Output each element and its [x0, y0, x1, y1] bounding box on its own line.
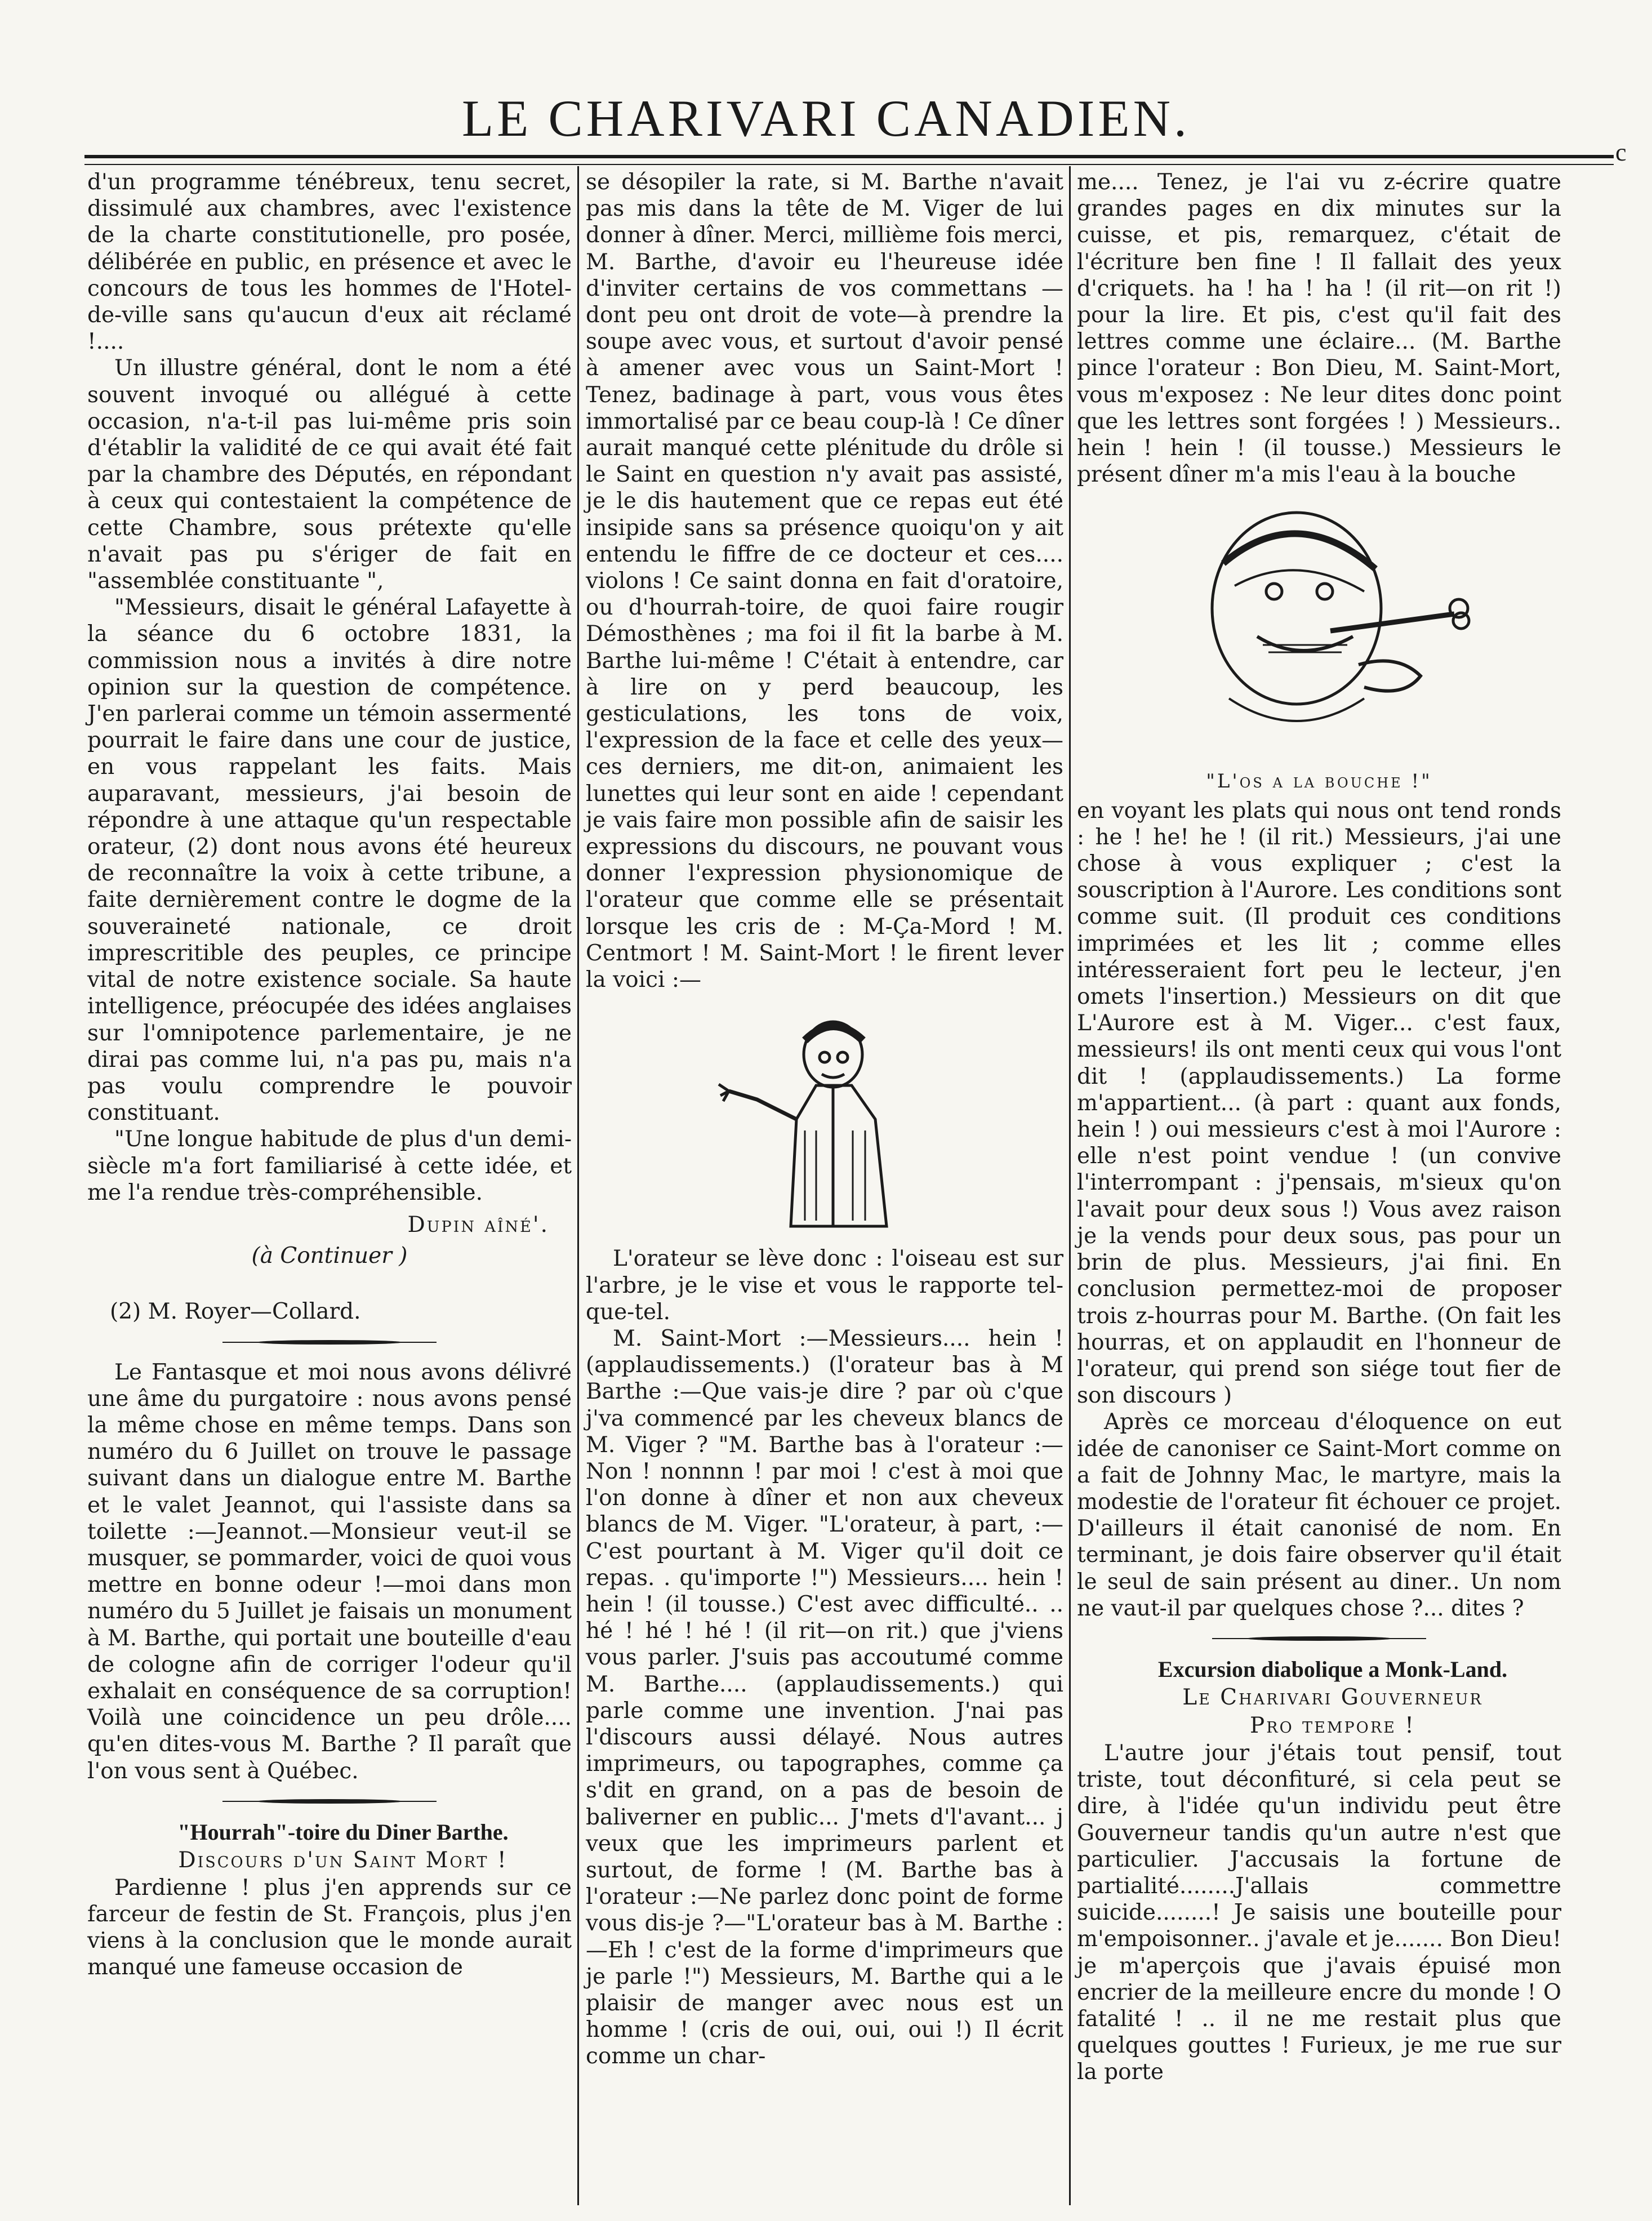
- col1-paragraph-5: Le Fantasque et moi nous avons délivré une âme du purgatoire : nous avons pensé la même chose en même temps. Dans son numéro du 6 Juillet on trouve le passage suivant dans un dialogue entre M. Barthe et le valet Jeannot, qui l'assiste dans sa toilette :—Jeannot.—Monsieur veut-il se musquer, se pommarder, voici de quoi vous mettre en bonne odeur !—moi dans mon numéro du 5 Juillet je faisais un monument à M. Barthe, qui portait une bouteille d'eau de cologne afin de corriger l'odeur qu'il exhalait en conséquence de sa corruption! Voilà une coincidence un peu drôle.... qu'en dites-vous M. Barthe ? Il paraît que l'on vous sent à Québec.: [87, 1359, 572, 1784]
- col1-paragraph-2: Un illustre général, dont le nom a été souvent invoqué ou allégué à cette occasion, n'a-t-il pas lui-même pris soin d'établir la validité de ce qui avait été fait par la chambre des Députés, en répondant à ceux qui contestaient la compétence de cette Chambre, sous prétexte qu'elle n'avait pas pu s'ériger de fait en "assemblée constituante ",: [87, 355, 572, 594]
- column-2: [586, 169, 1063, 2208]
- article-subheading-1: Le Charivari Gouverneur: [1182, 1684, 1483, 1710]
- signature: Dupin aîné'.: [407, 1212, 549, 1238]
- col2-paragraph-3: M. Saint-Mort :—Messieurs.... hein ! (applaudissements.) (l'orateur bas à M Barthe :—Que vais-je dire ? par où c'que j'va commencé par les cheveux blancs de M. Viger ? "M. Barthe bas à l'orateur :—Non ! nonnnn ! par moi ! c'est à moi que l'on donne à dîner et non aux cheveux blancs de M. Viger. "L'orateur, à part, :—C'est pourtant à M. Viger qu'il doit ce repas. . qu'importe !") Messieurs.... hein ! hein ! (il tousse.) C'est avec difficulté.. .. hé ! hé ! hé ! (il rit—on rit.) que j'viens vous parler. J'suis pas accoutumé comme M. Barthe.... (applaudissements.) qui parle comme une invention. J'nai pas l'discours aussi délayé. Nous autres imprimeurs, ou tapographes, comme ça s'dit en grand, on a pas de besoin de baliverner en public... J'mets d'l'avant... j veux que les imprimeurs parlent et surtout, de forme ! (M. Barthe bas à l'orateur :—Ne parlez donc point de forme vous dis-je ?—"L'orateur bas à M. Barthe :—Eh ! c'est de la forme d'imprimeurs que je parle !") Messieurs, M. Barthe qui a le plaisir de manger avec nous est un homme ! (cris de oui, oui, oui !) Il écrit comme un char-: [586, 1325, 1063, 2069]
- footnote: (2) M. Royer—Collard.: [110, 1299, 361, 1325]
- section-separator: [87, 1330, 572, 1355]
- column-divider-1: [577, 166, 579, 2205]
- col1-paragraph-4: "Une longue habitude de plus d'un demi-siècle m'a fort familiarisé à cette idée, et me l'a rendue très-compréhensible.: [87, 1127, 572, 1205]
- illustration-caption: "L'os a la bouche !": [1206, 770, 1432, 793]
- column-divider-2: [1069, 166, 1071, 2205]
- bone-mouth-illustration: [1161, 496, 1477, 760]
- col2-paragraph-1: se désopiler la rate, si M. Barthe n'avait pas mis dans la tête de M. Viger de lui donner à dîner. Merci, millième fois merci, M. Barthe, d'avoir eu l'heureuse idée d'inviter certains de vos commettans —dont peu ont droit de vote—à prendre la soupe avec vous, et surtout d'avoir pensé à amener avec vous un Saint-Mort ! Tenez, badinage à part, vous vous êtes immortalisé par ce beau coup-là ! Ce dîner aurait manqué cette plénitude du drôle si le Saint en question n'y avait pas assisté, je le dis hautement que ce repas eut été insipide sans sa présence quoiqu'on y ait entendu le fiffre de ce docteur et ces.... violons ! Ce saint donna en fait d'oratoire, ou d'hourrah-toire, de quoi faire rougir Démosthènes ; ma foi il fit la barbe à M. Barthe lui-même ! C'était à entendre, car à lire on y perd beaucoup, les gesticulations, les tons de voix, l'expression de la face et celle des yeux—ces derniers, me dit-on, animaient les lunettes qui leur sont en aide ! cependant je vais faire mon possible afin de saisir les expressions du discours, ne pouvant vous donner l'expression physionomique de l'orateur que comme elle se présentait lorsque les cris de : M-Ça-Mord ! M. Centmort ! M. Saint-Mort ! le firent lever la voici :—: [586, 170, 1063, 993]
- article-subheading: Discours d'un Saint Mort !: [178, 1847, 508, 1873]
- col2-paragraph-2: L'orateur se lève donc : l'oiseau est sur l'arbre, je le vise et vous le rapporte tel-que-tel.: [586, 1246, 1063, 1325]
- section-separator: [1077, 1626, 1561, 1651]
- col3-paragraph-3: Après ce morceau d'éloquence on eut idée de canoniser ce Saint-Mort comme on a fait de Johnny Mac, le martyre, mais la modestie de l'orateur fit échouer ce projet. D'ailleurs il était canonisé de nom. En terminant, je dois faire observer qu'il était le seul de sain présent au diner.. Un nom ne vaut-il par quelques chose ?... dites ?: [1077, 1409, 1561, 1621]
- col3-paragraph-2: en voyant les plats qui nous ont tend ronds : he ! he! he ! (il rit.) Messieurs, j'ai une chose à vous expliquer ; c'est la souscription à l'Aurore. Les conditions sont comme suit. (Il produit ces conditions imprimées et les lit ; comme elles intéresseraient fort peu le lecteur, j'en omets l'insertion.) Messieurs on dit que L'Aurore est à M. Viger... c'est faux, messieurs! ils ont menti ceux qui vous l'ont dit ! (applaudissements.) La forme m'appartient... (à part : quant aux fonds, hein ! ) oui messieurs c'est à moi l'Aurore : elle n'est point vendue ! (un convive l'interrompant : j'pensais, m'sieux qu'on l'avait pour deux sous !) Vous avez raison je la vends pour deux sous, pas pour un brin de plus. Messieurs, j'ai fini. En conclusion permettez-moi de proposer trois z-hourras pour M. Barthe. (On fait les hourras, et on applaudit en l'honneur de l'orateur, qui prend son siége tout fier de son discours ): [1077, 798, 1561, 1409]
- masthead-title: LE CHARIVARI CANADIEN.: [461, 90, 1191, 147]
- section-separator: [87, 1789, 572, 1814]
- masthead-rule-thin: [84, 164, 1614, 165]
- article-heading-hourrah: "Hourrah"-toire du Diner Barthe.: [177, 1819, 509, 1845]
- col3-paragraph-1: me.... Tenez, je l'ai vu z-écrire quatre grandes pages en dix minutes sur la cuisse, et pis, remarquez, c'était de l'écriture ben fine ! Il fallait des yeux d'criquets. ha ! ha ! ha ! (il rit—on rit !) pour la lire. Et pis, c'est qu'il fait des lettres comme une éclaire... (M. Barthe pince l'orateur : Bon Dieu, M. Saint-Mort, vous m'exposez : Ne leur dites donc point que les lettres sont forgées ! ) Messieurs.. hein ! hein ! (il tousse.) Messieurs le présent dîner m'a mis l'eau à la bouche: [1077, 170, 1561, 488]
- article-heading-excursion: Excursion diabolique a Monk-Land.: [1157, 1656, 1508, 1682]
- page-letter: c: [1615, 139, 1627, 166]
- column-1: [87, 169, 572, 2208]
- masthead-rule: [84, 155, 1614, 158]
- col1-paragraph-1: d'un programme ténébreux, tenu secret, dissimulé aux chambres, avec l'existence de la charte constitutionelle, pro posée, délibérée en public, en présence et avec le concours de tous les hommes de l'Hotel-de-ville sans qu'aucun d'eux ait réclamé !....: [87, 170, 572, 355]
- col1-paragraph-6: Pardienne ! plus j'en apprends sur ce farceur de festin de St. François, plus j'en viens à la conclusion que le monde aurait manqué une fameuse occasion de: [87, 1875, 572, 1980]
- column-3: [1077, 169, 1561, 2208]
- orator-illustration: [706, 1001, 943, 1238]
- col1-paragraph-3: "Messieurs, disait le général Lafayette à la séance du 6 octobre 1831, la commission nous a invités à dire notre opinion sur la question de compétence. J'en parlerai comme un témoin assermenté pourrait le faire dans une cour de justice, en vous rappelant les faits. Mais auparavant, messieurs, j'ai besoin de répondre à une attaque qu'un respectable orateur, (2) dont nous avons été heureux de reconnaître la voix à cette tribune, a faite dernièrement contre le dogme de la souveraineté nationale, ce droit imprescritible des peuples, ce principe vital de notre existence sociale. Sa haute intelligence, préocupée des idées anglaises sur l'omnipotence parlementaire, je ne dirai pas comme lui, n'a pas pu, mais n'a pas voulu comprendre le pouvoir constituant.: [87, 595, 572, 1126]
- article-subheading-2: Pro tempore !: [1250, 1712, 1415, 1738]
- col3-paragraph-4: L'autre jour j'étais tout pensif, tout triste, tout déconfituré, si cela peut se dire, à l'idée qu'un individu peut être Gouverneur tandis qu'un autre n'est que particulier. J'accusais la fortune de partialité........J'allais commettre suicide........! Je saisis une bouteille pour m'empoisonner.. j'avale et je....... Bon Dieu! je m'aperçois que j'avais épuisé mon encrier de la meilleure encre du monde ! O fatalité ! .. il ne me restait plus que quelques gouttes ! Furieux, je me rue sur la porte: [1077, 1740, 1561, 2085]
- continued-note: (à Continuer ): [251, 1243, 408, 1269]
